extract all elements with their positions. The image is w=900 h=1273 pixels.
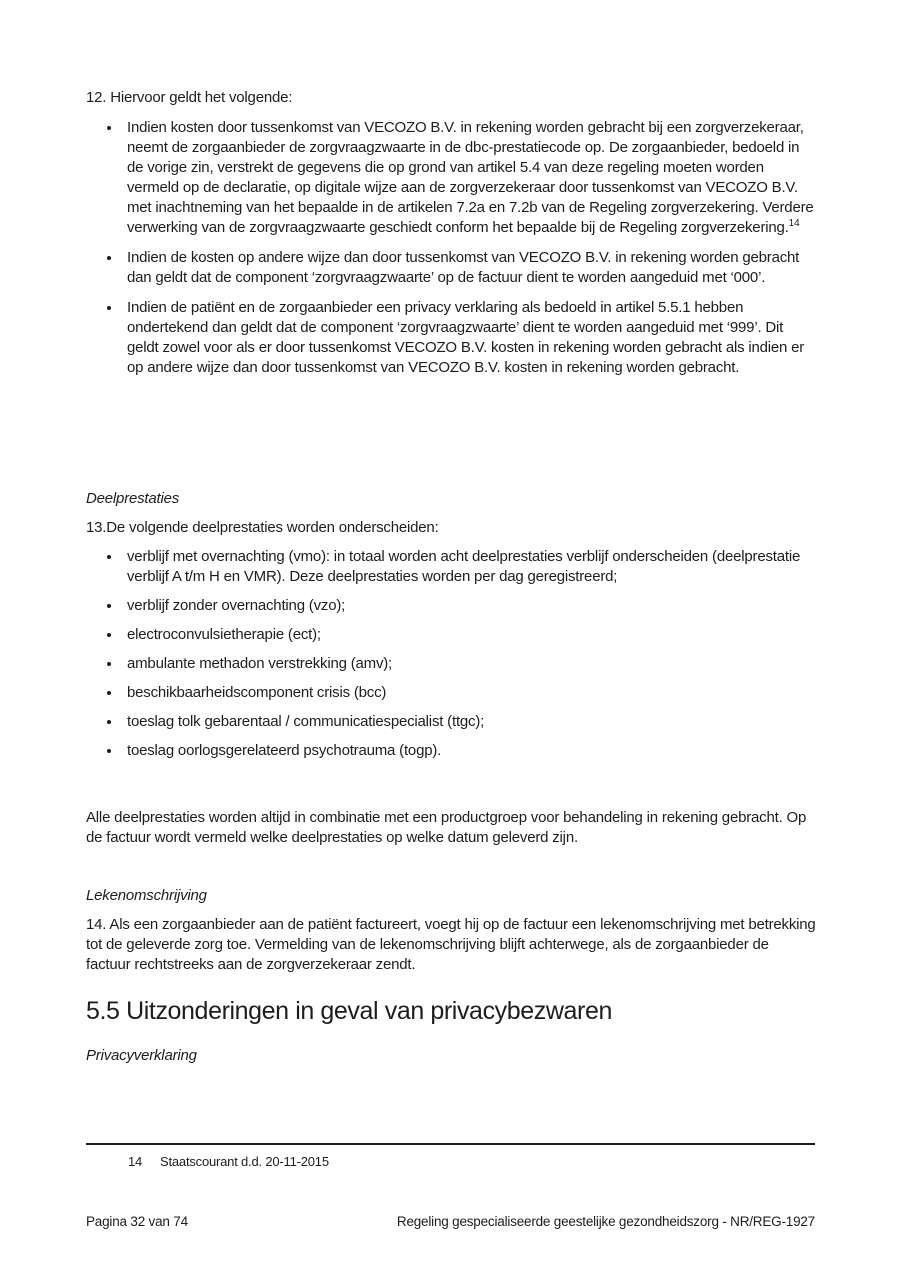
- list-item: [86, 683, 816, 703]
- list-item: [86, 118, 816, 238]
- footer-document-title: Regeling gespecialiseerde geestelijke gezondheidszorg - NR/REG-1927: [396, 1214, 815, 1229]
- subsection-heading: Deelprestaties: [86, 490, 180, 507]
- paragraph-14: 14. Als een zorgaanbieder aan de patiënt factureert, voegt hij op de factuur een lekenomschrijving met betrekking tot de geleverde zorg toe. Vermelding van de lekenomschrijving blijft achterwege, als de zorgaanbieder de factuur rechtstreeks aan de zorgverzekeraar zendt.: [86, 916, 816, 973]
- list-item: [86, 547, 816, 587]
- paragraph-13-intro: 13.De volgende deelprestaties worden onderscheiden:: [86, 519, 439, 536]
- list-item: [86, 712, 816, 732]
- footnote: [128, 1153, 329, 1171]
- list-item: [86, 298, 816, 378]
- section-12: [86, 88, 816, 378]
- bullet-icon: [107, 749, 111, 753]
- section-deelprestaties: [86, 489, 816, 761]
- bullet-text: Indien de kosten op andere wijze dan door tussenkomst van VECOZO B.V. in rekening worden gebracht dan geldt dat de component ‘zorgvraagzwaarte’ op de factuur dient te worden aangeduid met ‘000’.: [127, 249, 800, 286]
- bullet-text: toeslag tolk gebarentaal / communicatiespecialist (ttgc);: [127, 713, 485, 730]
- deelprestaties-list: [86, 547, 816, 761]
- section-lekenomschrijving: [86, 886, 816, 975]
- bullet-body: Indien kosten door tussenkomst van VECOZO B.V. in rekening worden gebracht bij een zorgverzekeraar, neemt de zorgaanbieder de zorgvraagzwaarte in de dbc-prestatiecode op. De zorgaanbieder, bedoeld in de vorige zin, verstrekt de gegevens die op grond van artikel 5.4 van deze regeling moeten worden vermeld op de declaratie, op digitale wijze aan de zorgverzekeraar door tussenkomst van VECOZO B.V. met inachtneming van het bepaalde in de artikelen 7.2a en 7.2b van de Regeling zorgverzekering. Verdere verwerking van de zorgvraagzwaarte geschiedt conform het bepaalde bij de Regeling zorgverzekering.: [127, 119, 814, 236]
- list-item: [86, 741, 816, 761]
- footnote-text: Staatscourant d.d. 20-11-2015: [160, 1154, 329, 1169]
- list-item: [86, 248, 816, 288]
- section-5-5-heading: 5.5 Uitzonderingen in geval van privacybezwaren: [86, 997, 612, 1025]
- bullet-icon: [107, 126, 111, 130]
- bullet-text: toeslag oorlogsgerelateerd psychotrauma (togp).: [127, 742, 442, 759]
- footer-page-number: Pagina 32 van 74: [86, 1214, 188, 1229]
- footnote-number: 14: [128, 1154, 143, 1169]
- bullet-text: verblijf zonder overnachting (vzo);: [127, 597, 346, 614]
- paragraph-deelprestaties-closing: Alle deelprestaties worden altijd in combinatie met een productgroep voor behandeling in rekening gebracht. Op de factuur wordt vermeld welke deelprestaties op welke datum geleverd zijn.: [86, 809, 807, 846]
- subsection-heading: Lekenomschrijving: [86, 887, 207, 904]
- page-footer: [86, 1213, 815, 1231]
- bullet-icon: [107, 555, 111, 559]
- bullet-text: beschikbaarheidscomponent crisis (bcc): [127, 684, 387, 701]
- bullet-text: Indien de patiënt en de zorgaanbieder een privacy verklaring als bedoeld in artikel 5.5.1 hebben ondertekend dan geldt dat de component ‘zorgvraagzwaarte’ dient te worden aangeduid met ‘999’. Dit geldt zowel voor als er door tussenkomst VECOZO B.V. kosten in rekening worden gebracht als indien er op andere wijze dan door tussenkomst van VECOZO B.V. kosten in rekening worden gebracht.: [127, 299, 805, 376]
- bullet-icon: [107, 662, 111, 666]
- bullet-icon: [107, 633, 111, 637]
- footnote-divider: [86, 1143, 815, 1145]
- bullet-icon: [107, 256, 111, 260]
- list-item: [86, 654, 816, 674]
- bullet-text: electroconvulsietherapie (ect);: [127, 626, 321, 643]
- bullet-text: ambulante methadon verstrekking (amv);: [127, 655, 393, 672]
- subsection-heading-privacyverklaring: Privacyverklaring: [86, 1047, 197, 1064]
- bullet-icon: [107, 691, 111, 695]
- footnote-reference: 14: [788, 218, 800, 229]
- bullet-text: verblijf met overnachting (vmo): in totaal worden acht deelprestaties verblijf onderscheiden (deelprestatie verblijf A t/m H en VMR). Deze deelprestaties worden per dag geregistreerd;: [127, 548, 801, 585]
- list-item: [86, 596, 816, 616]
- paragraph-12-intro: 12. Hiervoor geldt het volgende:: [86, 89, 293, 106]
- list-item: [86, 625, 816, 645]
- bullet-icon: [107, 604, 111, 608]
- bullet-icon: [107, 720, 111, 724]
- bullet-text: [127, 118, 816, 238]
- bullet-icon: [107, 306, 111, 310]
